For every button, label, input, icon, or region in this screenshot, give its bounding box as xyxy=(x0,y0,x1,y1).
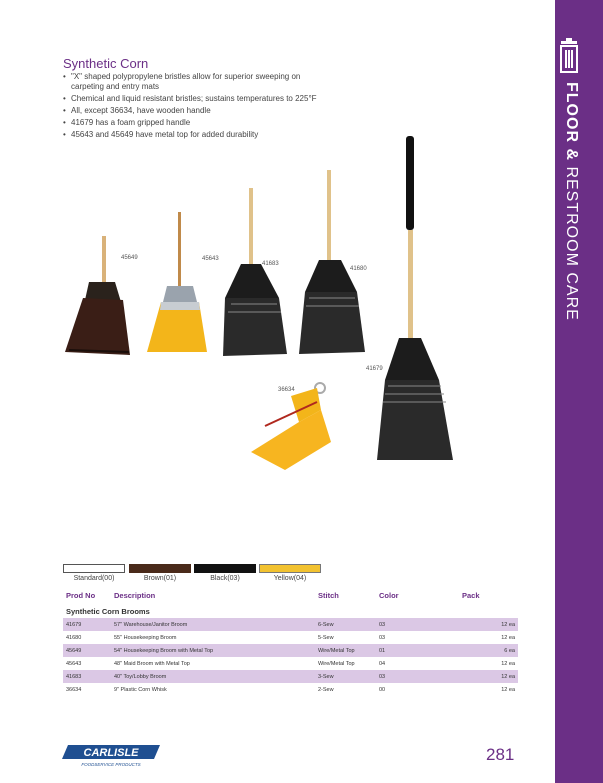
column-header: Description xyxy=(114,590,156,600)
pack: 6 ea xyxy=(452,644,518,657)
color: 04 xyxy=(379,660,386,667)
carlisle-logo xyxy=(62,744,160,768)
broom-41680-image xyxy=(299,170,365,354)
color: 01 xyxy=(376,644,452,657)
swatch-standard xyxy=(63,564,125,573)
column-header: Prod No xyxy=(66,590,96,600)
trash-can-icon xyxy=(558,38,580,78)
stitch: 3-Sew xyxy=(315,670,376,683)
description: 9" Plastic Corn Whisk xyxy=(114,686,167,693)
prod-no: 41680 xyxy=(66,634,82,641)
whisk-36634-image xyxy=(251,383,331,470)
table-row xyxy=(63,683,518,696)
description: 40" Toy/Lobby Broom xyxy=(111,670,315,683)
description: 48" Maid Broom with Metal Top xyxy=(114,660,190,667)
page-number: 281 xyxy=(486,745,515,764)
product-table xyxy=(63,586,518,696)
swatch-yellow xyxy=(259,564,321,573)
description: 54" Housekeeping Broom with Metal Top xyxy=(111,644,315,657)
photo-label: 45643 xyxy=(202,256,219,262)
prod-no: 45649 xyxy=(63,644,111,657)
broom-45649-image xyxy=(65,236,130,355)
prod-no: 41679 xyxy=(63,618,111,631)
photo-label: 41683 xyxy=(262,261,279,267)
section-title: Synthetic Corn xyxy=(63,56,149,71)
table-group-row xyxy=(63,604,518,618)
pack: 12 ea xyxy=(452,618,518,631)
swatch-brown xyxy=(129,564,191,573)
photo-label: 41680 xyxy=(350,266,367,272)
table-row xyxy=(63,618,518,631)
description: 55" Housekeeping Broom xyxy=(114,634,177,641)
table-row xyxy=(63,657,518,670)
photo-label: 36634 xyxy=(278,387,295,393)
pack: 12 ea xyxy=(501,660,515,667)
svg-text:CARLISLE: CARLISLE xyxy=(83,747,139,759)
swatch-label: Black(03) xyxy=(210,575,240,582)
pack: 12 ea xyxy=(501,634,515,641)
feature-item: • 41679 has a foam gripped handle xyxy=(63,118,323,128)
feature-item: • "X" shaped polypropylene bristles allow for superior sweeping on carpeting and entry mats xyxy=(63,72,323,92)
sidebar-title-bold: FLOOR & xyxy=(563,82,580,161)
group-title: Synthetic Corn Brooms xyxy=(66,606,150,616)
table-row xyxy=(63,631,518,644)
color: 00 xyxy=(379,686,386,693)
broom-41679-image xyxy=(377,136,453,460)
feature-item: • Chemical and liquid resistant bristles; sustains temperatures to 225°F xyxy=(63,94,323,104)
stitch: 2-Sew xyxy=(318,686,334,693)
table-header xyxy=(63,586,518,604)
column-header: Stitch xyxy=(318,590,339,600)
svg-text:FOODSERVICE PRODUCTS: FOODSERVICE PRODUCTS xyxy=(81,762,141,767)
sidebar-title xyxy=(562,82,580,321)
sidebar-title-light: RESTROOM CARE xyxy=(563,166,580,321)
stitch: Wire/Metal Top xyxy=(315,644,376,657)
prod-no: 45643 xyxy=(66,660,82,667)
color: 03 xyxy=(379,634,386,641)
table-row xyxy=(63,670,518,683)
pack: 12 ea xyxy=(452,670,518,683)
stitch: 6-Sew xyxy=(315,618,376,631)
broom-photo xyxy=(55,130,535,480)
swatch-label: Standard(00) xyxy=(73,575,115,582)
swatch-black xyxy=(194,564,256,573)
swatch-label: Brown(01) xyxy=(143,575,177,582)
color: 03 xyxy=(376,670,452,683)
prod-no: 41683 xyxy=(63,670,111,683)
photo-label: 41679 xyxy=(366,366,383,372)
broom-45643-image xyxy=(147,212,207,352)
stitch: 5-Sew xyxy=(318,634,334,641)
color: 03 xyxy=(376,618,452,631)
broom-41683-image xyxy=(223,188,287,356)
stitch: Wire/Metal Top xyxy=(318,660,355,667)
feature-item: • 45643 and 45649 have metal top for added durability xyxy=(63,130,323,140)
swatch-label: Yellow(04) xyxy=(273,575,307,582)
table-row xyxy=(63,644,518,657)
column-header: Pack xyxy=(462,590,480,600)
pack: 12 ea xyxy=(501,686,515,693)
description: 57" Warehouse/Janitor Broom xyxy=(111,618,315,631)
feature-item: • All, except 36634, have wooden handle xyxy=(63,106,323,116)
prod-no: 36634 xyxy=(66,686,82,693)
column-header: Color xyxy=(379,590,399,600)
photo-label: 45649 xyxy=(121,255,138,261)
